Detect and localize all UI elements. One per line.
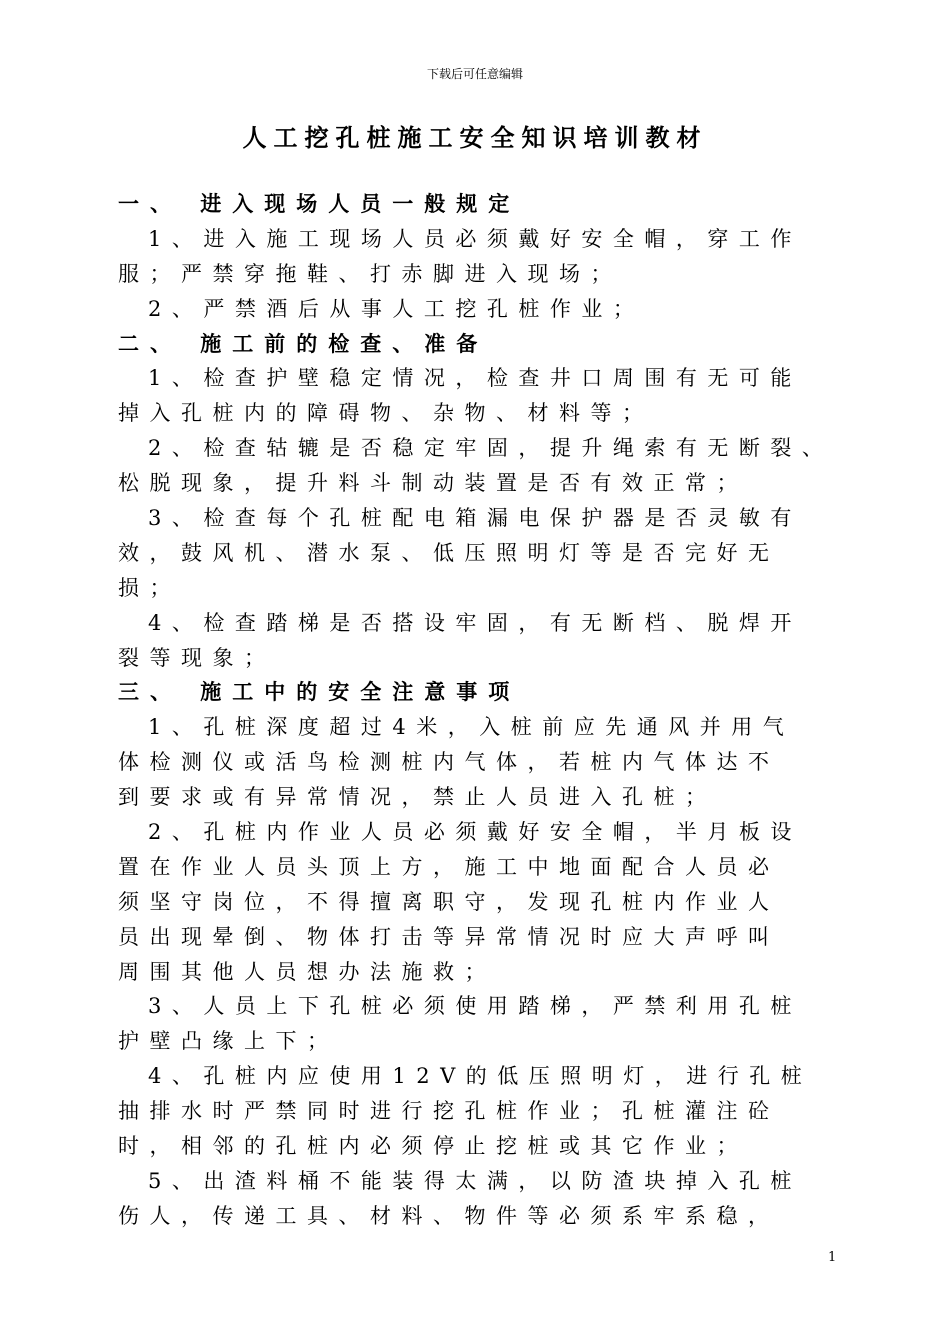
document-title: 人工挖孔桩施工安全知识培训教材	[242, 123, 708, 152]
page-number: 1	[828, 1250, 837, 1265]
text-line: 伤人，传递工具、材料、物件等必须系牢系稳，	[118, 1203, 780, 1228]
section-heading: 三、 施工中的安全注意事项	[118, 679, 521, 705]
page-header-note: 下载后可任意编辑	[426, 67, 523, 81]
text-line: 1、检查护壁稳定情况，检查井口周围有无可能	[148, 366, 802, 391]
text-line: 4、孔桩内应使用12V的低压照明灯，进行孔桩	[148, 1064, 813, 1089]
section-heading: 二、 施工前的检查、准备	[118, 330, 489, 356]
text-line: 3、检查每个孔桩配电箱漏电保护器是否灵敏有	[148, 506, 802, 531]
section-heading: 一、 进入现场人员一般规定	[118, 191, 521, 216]
text-line: 掉入孔桩内的障碍物、杂物、材料等；	[118, 401, 654, 426]
text-line: 5、出渣料桶不能装得太满，以防渣块掉入孔桩	[148, 1168, 802, 1193]
text-line: 周围其他人员想办法施救；	[118, 959, 496, 984]
text-line: 损；	[118, 575, 181, 600]
text-line: 4、检查踏梯是否搭设牢固，有无断档、脱焊开	[148, 610, 802, 635]
text-line: 1、孔桩深度超过4米，入桩前应先通风并用气	[148, 715, 795, 740]
text-line: 服；严禁穿拖鞋、打赤脚进入现场；	[118, 261, 622, 286]
text-line: 到要求或有异常情况，禁止人员进入孔桩；	[118, 785, 717, 810]
document-body	[118, 187, 834, 1234]
text-line: 3、人员上下孔桩必须使用踏梯，严禁利用孔桩	[148, 994, 802, 1019]
text-line: 须坚守岗位，不得擅离职守，发现孔桩内作业人	[118, 889, 780, 914]
text-line: 2、检查轱辘是否稳定牢固，提升绳索有无断裂、	[148, 436, 834, 461]
text-line: 效，鼓风机、潜水泵、低压照明灯等是否完好无	[118, 540, 780, 565]
text-line: 置在作业人员头顶上方，施工中地面配合人员必	[118, 854, 780, 879]
text-line: 裂等现象；	[118, 645, 276, 670]
text-line: 2、孔桩内作业人员必须戴好安全帽，半月板设	[148, 820, 802, 845]
text-line: 抽排水时严禁同时进行挖孔桩作业；孔桩灌注砼	[118, 1099, 780, 1124]
text-line: 护壁凸缘上下；	[118, 1029, 339, 1054]
text-line: 1、进入施工现场人员必须戴好安全帽，穿工作	[148, 226, 802, 251]
text-line: 2、严禁酒后从事人工挖孔桩作业；	[148, 296, 645, 321]
text-line: 体检测仪或活鸟检测桩内气体，若桩内气体达不	[118, 750, 780, 775]
text-line: 时，相邻的孔桩内必须停止挖桩或其它作业；	[118, 1134, 748, 1159]
text-line: 松脱现象，提升料斗制动装置是否有效正常；	[118, 471, 748, 496]
text-line: 员出现晕倒、物体打击等异常情况时应大声呼叫	[118, 924, 780, 949]
